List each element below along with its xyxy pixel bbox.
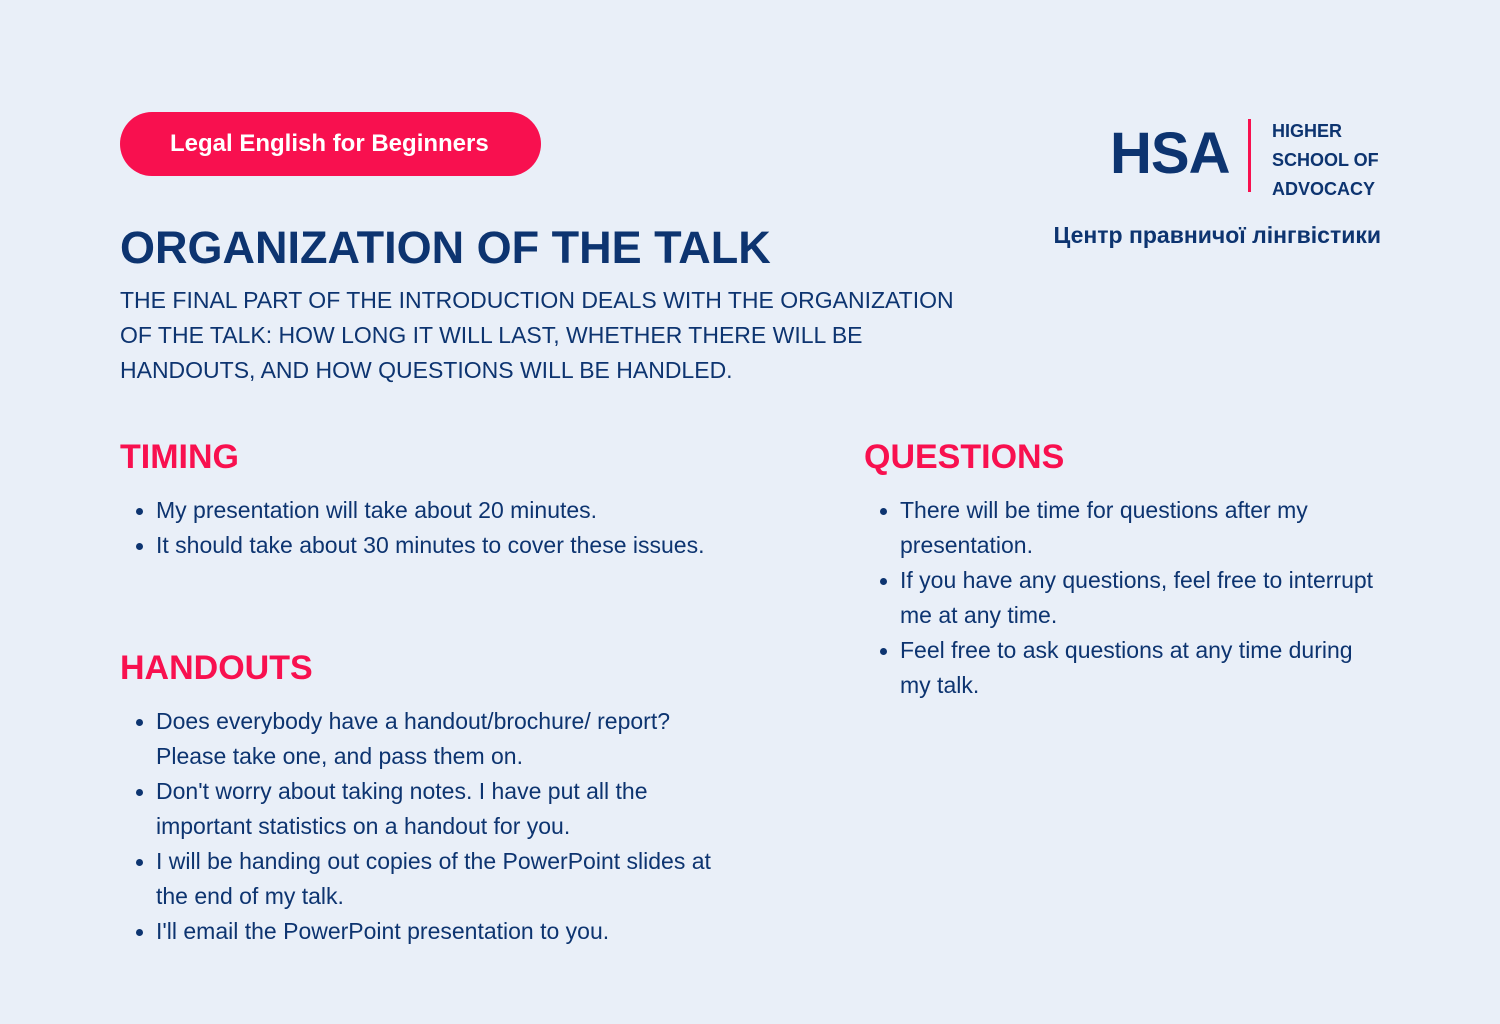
page-title: ORGANIZATION OF THE TALK xyxy=(120,222,771,273)
questions-heading: QUESTIONS xyxy=(864,438,1065,476)
questions-list xyxy=(864,493,1384,703)
list-item: I will be handing out copies of the PowerPoint slides at the end of my talk. xyxy=(120,844,725,914)
intro-text: THE FINAL PART OF THE INTRODUCTION DEALS WITH THE ORGANIZATION OF THE TALK: HOW LONG IT WILL LAST, WHETHER THERE WILL BE HANDOUTS, AND HOW QUESTIONS WILL BE HANDLED. xyxy=(120,287,954,383)
center-name: Центр правничої лінгвістики xyxy=(1053,222,1381,248)
list-item: My presentation will take about 20 minutes. xyxy=(120,493,710,528)
timing-list xyxy=(120,493,710,563)
logo-wordmark xyxy=(1272,117,1379,204)
list-item: Feel free to ask questions at any time during my talk. xyxy=(864,633,1384,703)
list-item: It should take about 30 minutes to cover these issues. xyxy=(120,528,710,563)
logo-mark: HSA xyxy=(1110,121,1230,186)
logo-line-2: SCHOOL OF xyxy=(1272,150,1379,170)
timing-heading: TIMING xyxy=(120,438,239,476)
list-item: If you have any questions, feel free to interrupt me at any time. xyxy=(864,563,1384,633)
list-item: Don't worry about taking notes. I have put all the important statistics on a handout for you. xyxy=(120,774,725,844)
logo-line-1: HIGHER xyxy=(1272,121,1343,141)
logo-divider xyxy=(1248,119,1251,192)
handouts-list xyxy=(120,704,725,949)
list-item: I'll email the PowerPoint presentation to you. xyxy=(120,914,725,949)
course-badge-label: Legal English for Beginners xyxy=(170,130,489,157)
logo-line-3: ADVOCACY xyxy=(1272,179,1376,199)
list-item: Does everybody have a handout/brochure/ report? Please take one, and pass them on. xyxy=(120,704,725,774)
handouts-heading: HANDOUTS xyxy=(120,649,313,687)
list-item: There will be time for questions after my presentation. xyxy=(864,493,1384,563)
course-badge xyxy=(120,112,541,176)
